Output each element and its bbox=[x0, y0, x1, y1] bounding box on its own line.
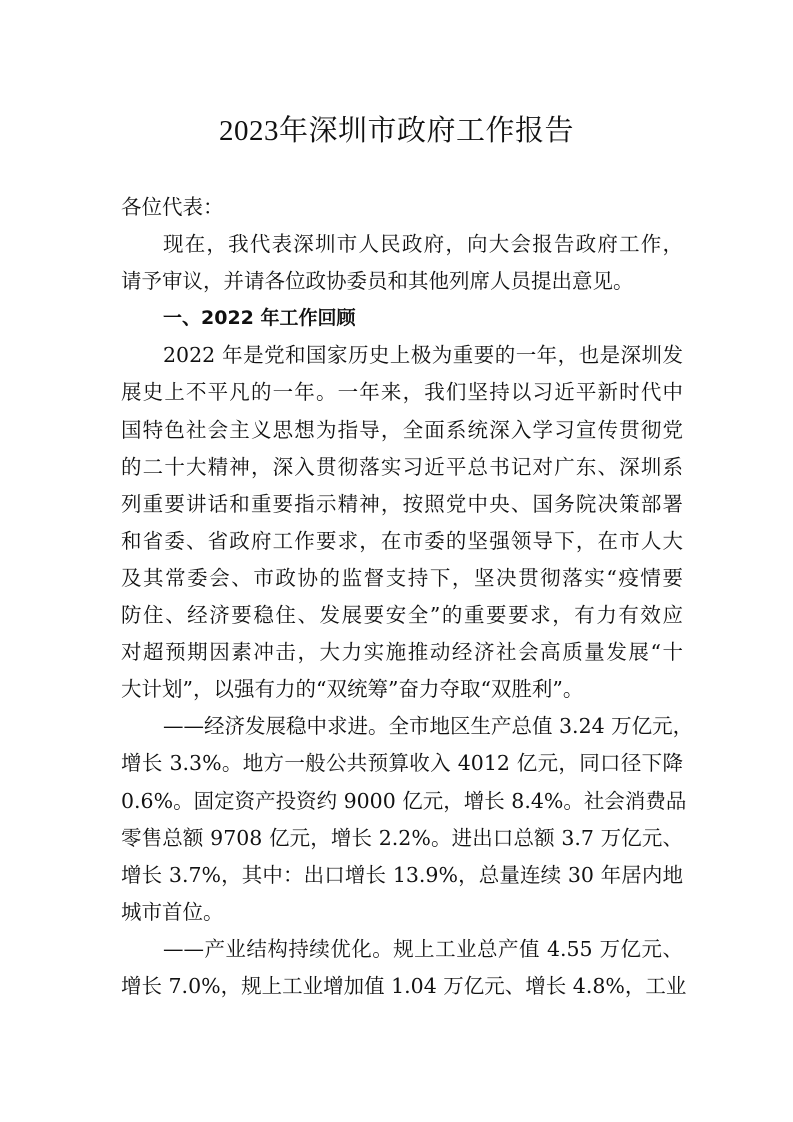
paragraph-line: 列重要讲话和重要指示精神，按照党中央、国务院决策部署 bbox=[121, 491, 683, 516]
paragraph-line: 及其常委会、市政协的监督支持下，坚决贯彻落实“疫情要 bbox=[121, 565, 683, 590]
paragraph-line: ——产业结构持续优化。规上工业总产值 4.55 万亿元、 bbox=[163, 936, 683, 961]
document-body bbox=[121, 189, 694, 1005]
paragraph-line: 城市首位。 bbox=[121, 899, 224, 924]
paragraph-line: 增长 7.0%，规上工业增加值 1.04 万亿元、增长 4.8%，工业 bbox=[121, 973, 687, 998]
paragraph-line: 国特色社会主义思想为指导，全面系统深入学习宣传贯彻党 bbox=[121, 417, 683, 442]
salutation: 各位代表： bbox=[121, 195, 224, 219]
document-title: 2023年深圳市政府工作报告 bbox=[218, 115, 574, 147]
paragraph-line: 增长 3.3%。地方一般公共预算收入 4012 亿元，同口径下降 bbox=[121, 751, 683, 776]
paragraph-line: 的二十大精神，深入贯彻落实习近平总书记对广东、深圳系 bbox=[121, 454, 683, 479]
paragraph-line: 请予审议，并请各位政协委员和其他列席人员提出意见。 bbox=[121, 269, 634, 294]
paragraph-line: ——经济发展稳中求进。全市地区生产总值 3.24 万亿元， bbox=[163, 714, 694, 739]
paragraph-line: 对超预期因素冲击，大力实施推动经济社会高质量发展“十 bbox=[121, 640, 683, 665]
paragraph-line: 和省委、省政府工作要求，在市委的坚强领导下，在市人大 bbox=[121, 528, 683, 553]
paragraph-line: 现在，我代表深圳市人民政府，向大会报告政府工作， bbox=[163, 232, 683, 257]
paragraph-line: 大计划”，以强有力的“双统筹”奋力夺取“双胜利”。 bbox=[121, 677, 584, 702]
paragraph-line: 防住、经济要稳住、发展要安全”的重要要求，有力有效应 bbox=[121, 603, 683, 628]
paragraph-line: 0.6%。固定资产投资约 9000 亿元，增长 8.4%。社会消费品 bbox=[121, 788, 687, 813]
paragraph-line: 增长 3.7%，其中：出口增长 13.9%，总量连续 30 年居内地 bbox=[121, 862, 683, 887]
section-heading: 一、2022 年工作回顾 bbox=[163, 307, 356, 330]
paragraph-line: 展史上不平凡的一年。一年来，我们坚持以习近平新时代中 bbox=[121, 380, 683, 405]
paragraph-line: 零售总额 9708 亿元，增长 2.2%。进出口总额 3.7 万亿元、 bbox=[121, 825, 683, 850]
paragraph-line: 2022 年是党和国家历史上极为重要的一年，也是深圳发 bbox=[163, 343, 683, 368]
